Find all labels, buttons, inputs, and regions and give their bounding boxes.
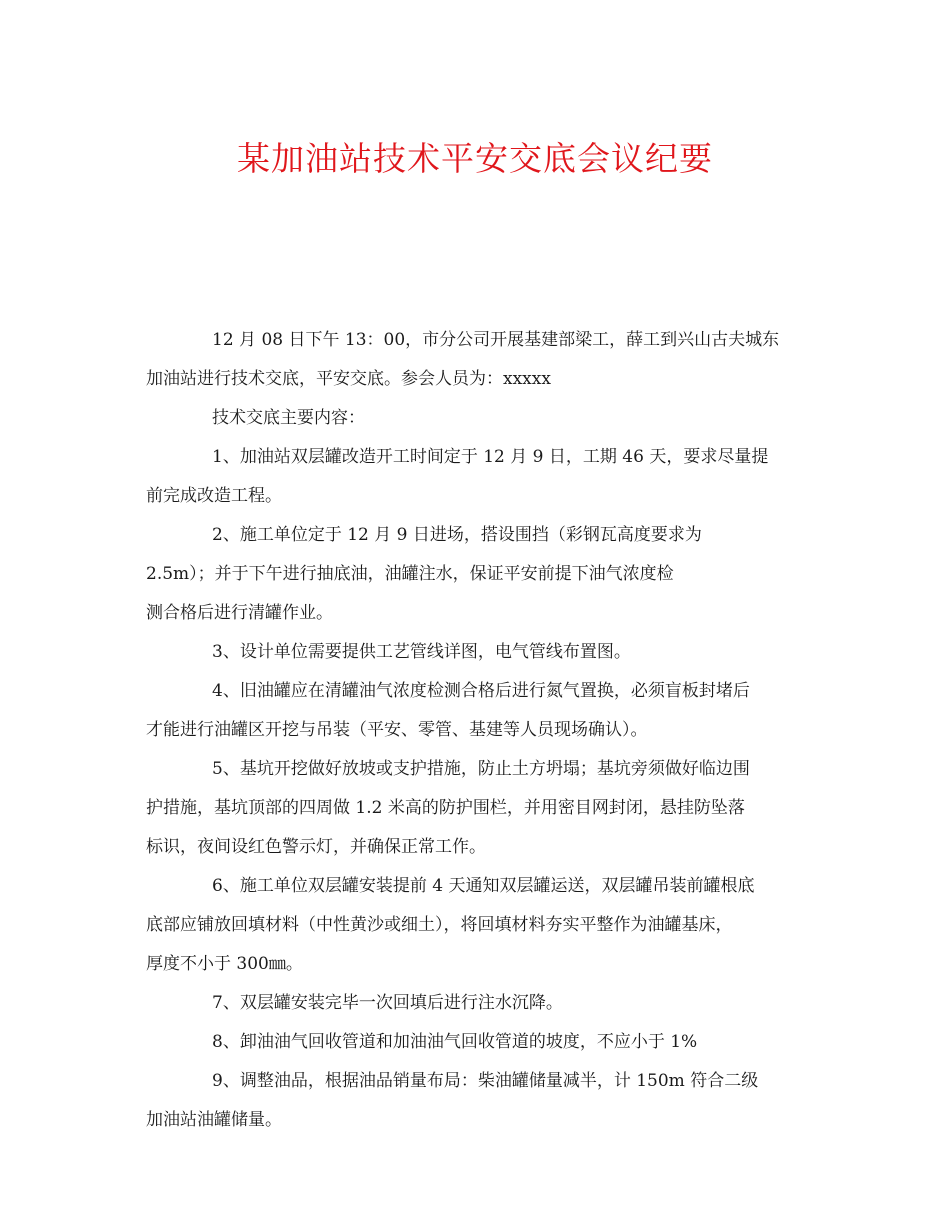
paragraph-line: 护措施，基坑顶部的四周做 1.2 米高的防护围栏，并用密目网封闭，悬挂防坠落 [146,798,745,818]
paragraph-line: 9、调整油品，根据油品销量布局：柴油罐储量减半，计 150m 符合二级 [212,1071,759,1091]
paragraph-line: 加油站油罐储量。 [146,1110,282,1130]
paragraph-line: 12 月 08 日下午 13：00，市分公司开展基建部梁工，薛工到兴山古夫城东 [212,330,780,350]
paragraph-line: 3、设计单位需要提供工艺管线详图，电气管线布置图。 [212,642,631,662]
document-body [146,322,808,1141]
paragraph-line: 前完成改造工程。 [146,486,282,506]
paragraph-line: 技术交底主要内容： [212,408,365,428]
paragraph-line: 1、加油站双层罐改造开工时间定于 12 月 9 日，工期 46 天，要求尽量提 [212,447,769,467]
paragraph-line: 6、施工单位双层罐安装提前 4 天通知双层罐运送，双层罐吊装前罐根底 [212,876,755,896]
document-title: 某加油站技术平安交底会议纪要 [237,139,713,178]
paragraph-line: 厚度不小于 300㎜。 [146,954,303,974]
paragraph-line: 7、双层罐安装完毕一次回填后进行注水沉降。 [212,993,563,1013]
paragraph-line: 才能进行油罐区开挖与吊装（平安、零管、基建等人员现场确认）。 [146,720,648,740]
paragraph-line: 底部应铺放回填材料（中性黄沙或细土），将回填材料夯实平整作为油罐基床， [146,915,733,935]
paragraph-line: 标识，夜间设红色警示灯，并确保正常工作。 [146,837,486,857]
paragraph-line: 5、基坑开挖做好放坡或支护措施，防止土方坍塌；基坑旁须做好临边围 [212,759,750,779]
paragraph-line: 加油站进行技术交底，平安交底。参会人员为：xxxxx [146,369,551,389]
paragraph-line: 8、卸油油气回收管道和加油油气回收管道的坡度，不应小于 1% [212,1032,698,1052]
paragraph-line: 2、施工单位定于 12 月 9 日进场，搭设围挡（彩钢瓦高度要求为 [212,525,702,545]
paragraph-line: 测合格后进行清罐作业。 [146,603,333,623]
paragraph-line: 2.5m）；并于下午进行抽底油，油罐注水，保证平安前提下油气浓度检 [146,564,674,584]
paragraph-line: 4、旧油罐应在清罐油气浓度检测合格后进行氮气置换，必须盲板封堵后 [212,681,750,701]
